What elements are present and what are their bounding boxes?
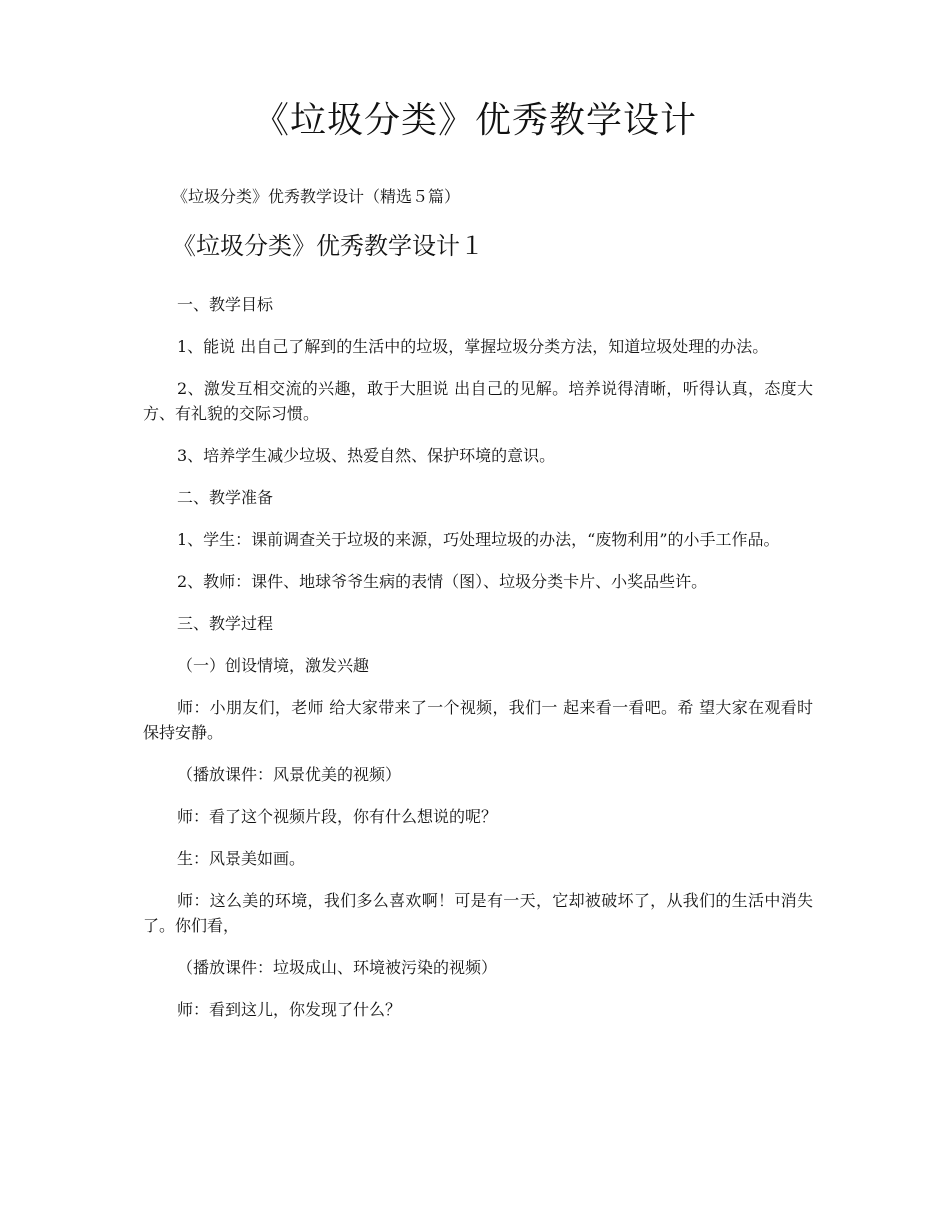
section-heading: 《垃圾分类》优秀教学设计１	[172, 232, 484, 260]
dialogue-paragraph: 师：看了这个视频片段，你有什么想说的呢？	[177, 807, 498, 826]
heading-teaching-preparation: 二、教学准备	[177, 488, 274, 507]
goal-2-paragraph: 2、激发互相交流的兴趣，敢于大胆说 出自己的见解。培养说得清晰，听得认真，态度大方、有礼貌的交际习惯。	[143, 379, 813, 423]
dialogue-paragraph: 生：风景美如画。	[177, 849, 306, 868]
subheading-create-situation: （一）创设情境，激发兴趣	[177, 656, 370, 675]
dialogue-paragraph: 师：这么美的环境，我们多么喜欢啊！可是有一天，它却被破坏了，从我们的生活中消失了。你们看，	[143, 891, 813, 935]
dialogue-paragraph: 师：看到这儿，你发现了什么？	[177, 1000, 402, 1019]
stage-direction-paragraph: （播放课件：风景优美的视频）	[177, 765, 402, 784]
heading-teaching-process: 三、教学过程	[177, 614, 274, 633]
goal-3-paragraph: 3、培养学生减少垃圾、热爱自然、保护环境的意识。	[177, 446, 556, 465]
goal-1-paragraph: 1、能说 出自己了解到的生活中的垃圾，掌握垃圾分类方法，知道垃圾处理的办法。	[177, 337, 769, 356]
document-title: 《垃圾分类》优秀教学设计	[252, 100, 697, 141]
document-subtitle: 《垃圾分类》优秀教学设计（精选５篇）	[172, 187, 461, 206]
dialogue-paragraph: 师：小朋友们，老师 给大家带来了一个视频，我们一 起来看一看吧。希 望大家在观看时保持安静。	[143, 698, 813, 742]
preparation-student-paragraph: 1、学生：课前调查关于垃圾的来源，巧处理垃圾的办法，“废物利用”的小手工作品。	[177, 530, 780, 549]
preparation-teacher-paragraph: 2、教师：课件、地球爷爷生病的表情（图）、垃圾分类卡片、小奖品些许。	[177, 572, 708, 591]
stage-direction-paragraph: （播放课件：垃圾成山、环境被污染的视频）	[177, 958, 498, 977]
document-body	[143, 292, 813, 1039]
heading-teaching-goals: 一、教学目标	[177, 295, 274, 314]
